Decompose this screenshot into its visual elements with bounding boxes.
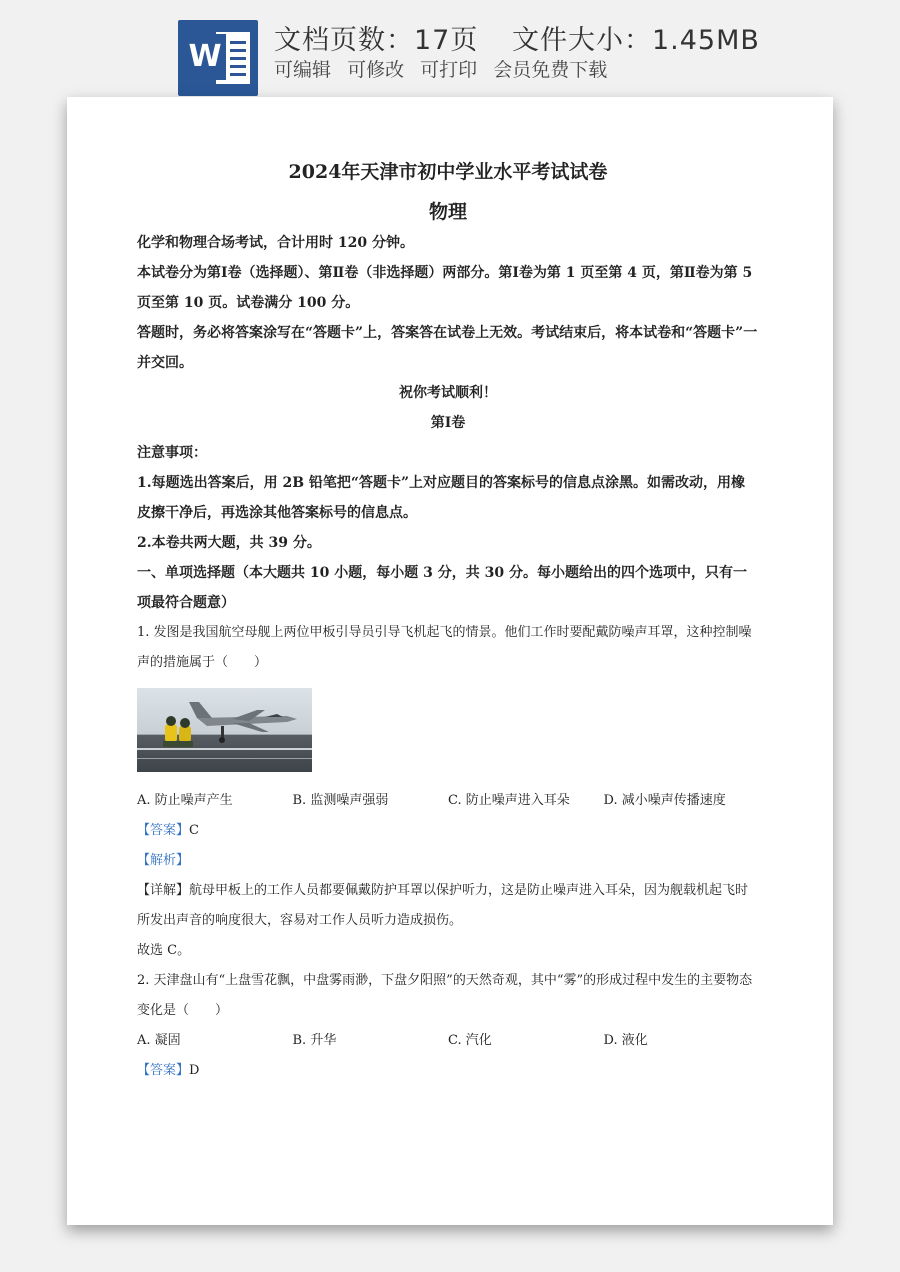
download-banner: [0, 0, 900, 100]
q1-option-d: D. 减小噪声传播速度: [603, 793, 726, 808]
intro-structure: 本试卷分为第Ⅰ卷（选择题）、第Ⅱ卷（非选择题）两部分。第Ⅰ卷为第 1 页至第 4 页，第Ⅱ卷为第 5 页至第 10 页。试卷满分 100 分。: [137, 265, 753, 311]
good-luck-text: 祝你考试顺利！: [399, 385, 497, 401]
q1-option-c: C. 防止噪声进入耳朵: [448, 793, 570, 808]
analysis-tag: 【解析】: [137, 853, 190, 868]
detail-tag: 【详解】: [137, 883, 190, 898]
question-1-stem: 1. 发图是我国航空母舰上两位甲板引导员引导飞机起飞的情景。他们工作时要配戴防噪声耳罩，这种控制噪声的措施属于（ ）: [137, 625, 752, 670]
detail-text: 航母甲板上的工作人员都要佩戴防护耳罩以保护听力，这是防止噪声进入耳朵，因为舰载机起飞时所发出声音的响度很大，容易对工作人员听力造成损伤。: [137, 883, 749, 928]
q1-option-a: A. 防止噪声产生: [137, 793, 233, 808]
notes-title: 注意事项：: [137, 445, 207, 461]
carrier-jet-illustration: [137, 688, 312, 772]
exam-subject: 物理: [428, 201, 467, 223]
question-2-stem: 2. 天津盘山有“上盘雪花飘，中盘雾雨渺，下盘夕阳照”的天然奇观，其中“雾”的形成过程中发生的主要物态变化是（ ）: [137, 973, 753, 1018]
q2-option-a: A. 凝固: [137, 1033, 181, 1048]
q1-analysis: [137, 846, 759, 876]
section-heading: 一、单项选择题（本大题共 10 小题，每小题 3 分，共 30 分。每小题给出的四个选项中，只有一项最符合题意）: [137, 565, 747, 611]
q2-option-d: D. 液化: [603, 1033, 648, 1048]
feature-modifiable: 可修改: [347, 59, 405, 81]
exam-title: 2024年天津市初中学业水平考试试卷: [288, 161, 608, 183]
answer-value: C: [189, 823, 199, 838]
intro-answer-rules: 答题时，务必将答案涂写在“答题卡”上，答案答在试卷上无效。考试结束后，将本试卷和“答题卡”一并交回。: [137, 325, 758, 371]
document-page: [67, 97, 833, 1225]
feature-printable: 可打印: [420, 59, 478, 81]
word-document-icon: W: [178, 20, 258, 96]
document-content: [137, 157, 759, 1086]
question-2-options: [137, 1026, 759, 1056]
q2-option-c: C. 汽化: [448, 1033, 492, 1048]
note-2: 2.本卷共两大题，共 39 分。: [137, 535, 321, 551]
aircraft-carrier-photo: [137, 688, 312, 772]
q1-conclusion: 故选 C。: [137, 943, 191, 958]
feature-member-download: 会员免费下载: [493, 59, 608, 81]
page-count: 文档页数：17页: [274, 25, 479, 56]
answer-value: D: [189, 1063, 200, 1078]
file-size: 文件大小：1.45MB: [511, 25, 760, 56]
q2-answer: [137, 1056, 759, 1086]
intro-time: 化学和物理合场考试，合计用时 120 分钟。: [137, 235, 414, 251]
feature-list: [274, 55, 617, 82]
answer-tag: 【答案】: [137, 823, 190, 838]
feature-editable: 可编辑: [274, 59, 332, 81]
q1-detail: [137, 876, 759, 936]
volume-heading: 第Ⅰ卷: [430, 415, 466, 431]
q1-answer: [137, 816, 759, 846]
question-1-options: [137, 786, 759, 816]
answer-tag: 【答案】: [137, 1063, 190, 1078]
note-1: 1.每题选出答案后，用 2B 铅笔把“答题卡”上对应题目的答案标号的信息点涂黑。如需改动，用橡皮擦干净后，再选涂其他答案标号的信息点。: [137, 475, 746, 521]
file-info: [274, 18, 784, 57]
q1-option-b: B. 监测噪声强弱: [292, 793, 389, 808]
q2-option-b: B. 升华: [292, 1033, 337, 1048]
